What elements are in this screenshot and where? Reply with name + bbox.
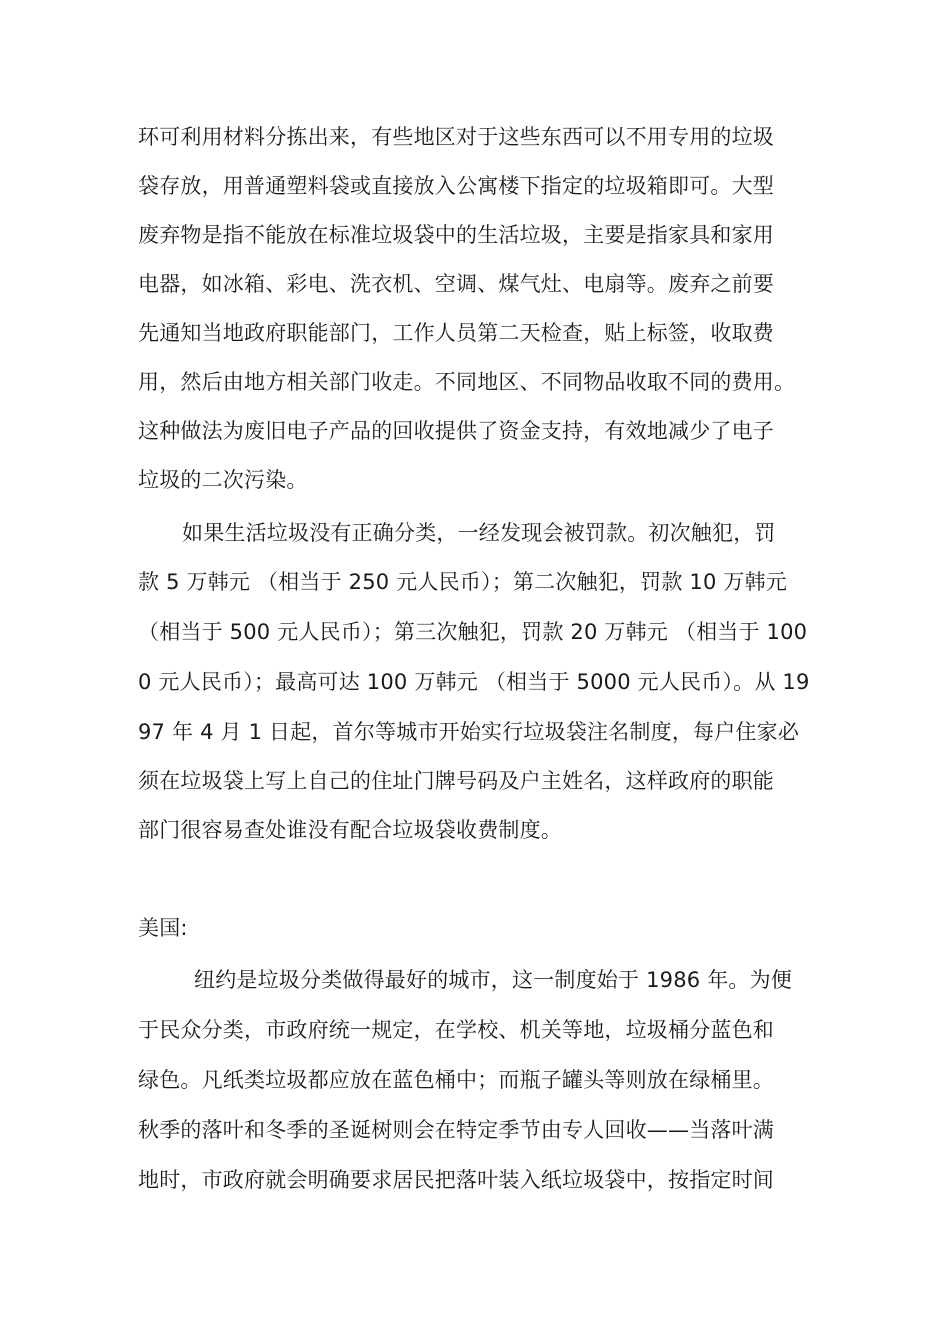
paragraph-3-line: 绿色。凡纸类垃圾都应放在蓝色桶中；而瓶子罐头等则放在绿桶里。 <box>138 1068 774 1092</box>
paragraph-1-line: 用，然后由地方相关部门收走。不同地区、不同物品收取不同的费用。 <box>138 370 796 394</box>
paragraph-3-line: 于民众分类，市政府统一规定，在学校、机关等地，垃圾桶分蓝色和 <box>138 1018 774 1042</box>
paragraph-1-line: 袋存放，用普通塑料袋或直接放入公寓楼下指定的垃圾箱即可。大型 <box>138 174 774 198</box>
paragraph-3-line: 秋季的落叶和冬季的圣诞树则会在特定季节由专人回收——当落叶满 <box>138 1118 774 1142</box>
paragraph-1-line: 环可利用材料分拣出来，有些地区对于这些东西可以不用专用的垃圾 <box>138 125 774 149</box>
paragraph-2-line: 97 年 4 月 1 日起，首尔等城市开始实行垃圾袋注名制度，每户住家必 <box>138 720 800 744</box>
paragraph-1-line: 电器，如冰箱、彩电、洗衣机、空调、煤气灶、电扇等。废弃之前要 <box>138 272 774 296</box>
paragraph-1-line: 废弃物是指不能放在标准垃圾袋中的生活垃圾，主要是指家具和家用 <box>138 223 774 247</box>
paragraph-1-line: 这种做法为废旧电子产品的回收提供了资金支持，有效地减少了电子 <box>138 419 774 443</box>
paragraph-2-line: （相当于 500 元人民币）；第三次触犯，罚款 20 万韩元 （相当于 100 <box>138 620 808 644</box>
paragraph-2-line: 如果生活垃圾没有正确分类，一经发现会被罚款。初次触犯，罚 <box>182 521 776 545</box>
paragraph-2-line: 须在垃圾袋上写上自己的住址门牌号码及户主姓名，这样政府的职能 <box>138 769 774 793</box>
paragraph-2-line: 款 5 万韩元 （相当于 250 元人民币）；第二次触犯，罚款 10 万韩元 <box>138 570 787 594</box>
paragraph-3-line: 纽约是垃圾分类做得最好的城市，这一制度始于 1986 年。为便 <box>194 968 792 992</box>
paragraph-2-line: 部门很容易查处谁没有配合垃圾袋收费制度。 <box>138 818 562 842</box>
paragraph-1-line: 垃圾的二次污染。 <box>138 468 308 492</box>
paragraph-3-line: 地时，市政府就会明确要求居民把落叶装入纸垃圾袋中，按指定时间 <box>138 1168 774 1192</box>
paragraph-2-line: 0 元人民币）；最高可达 100 万韩元 （相当于 5000 元人民币）。从 19 <box>138 670 810 694</box>
paragraph-1-line: 先通知当地政府职能部门，工作人员第二天检查，贴上标签，收取费 <box>138 321 774 345</box>
section-heading: 美国: <box>138 916 188 940</box>
